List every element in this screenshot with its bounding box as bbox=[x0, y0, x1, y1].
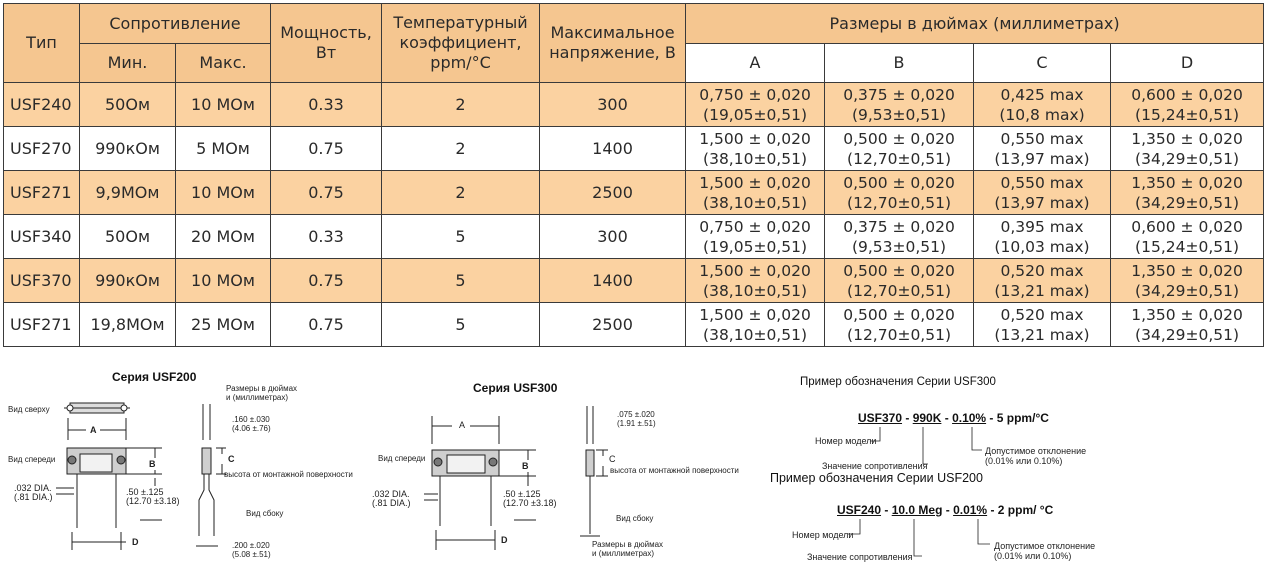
cell-dim-d-inches: 1,350 ± 0,020 bbox=[1131, 261, 1243, 280]
cell-dim-a-inches: 1,500 ± 0,020 bbox=[699, 261, 811, 280]
cell-dim-a bbox=[686, 171, 825, 215]
cell-type: USF271 bbox=[4, 171, 80, 215]
cell-dim-c-mm: (13,21 max) bbox=[994, 281, 1090, 300]
cell-dim-c-inches: 0,550 max bbox=[1000, 173, 1084, 192]
cell-voltage: 1400 bbox=[540, 259, 686, 303]
cell-dim-d-mm: (15,24±0,51) bbox=[1135, 105, 1240, 124]
example300-title: Пример обозначения Серии USF300 bbox=[800, 376, 996, 388]
header-dim-d: D bbox=[1111, 44, 1264, 83]
cell-dim-d bbox=[1111, 83, 1264, 127]
cell-temp-coefficient: 5 bbox=[382, 303, 540, 347]
cell-dim-b bbox=[825, 127, 974, 171]
cell-voltage: 300 bbox=[540, 83, 686, 127]
cell-min: 19,8МОм bbox=[80, 303, 176, 347]
cell-dim-c bbox=[974, 83, 1111, 127]
cell-dim-b bbox=[825, 259, 974, 303]
cell-dim-a-mm: (38,10±0,51) bbox=[703, 149, 807, 168]
cell-dim-b bbox=[825, 171, 974, 215]
cell-type: USF271 bbox=[4, 303, 80, 347]
cell-dim-b-mm: (12,70±0,51) bbox=[847, 325, 951, 344]
cell-dim-a-mm: (38,10±0,51) bbox=[703, 325, 807, 344]
cell-dim-c-mm: (10,8 max) bbox=[999, 105, 1085, 124]
cell-dim-a-mm: (38,10±0,51) bbox=[703, 281, 807, 300]
usf200-front-view-label: Вид спереди bbox=[8, 455, 56, 464]
example200-resistance-label: Значение сопротивления bbox=[807, 552, 913, 562]
cell-dim-b-inches: 0,500 ± 0,020 bbox=[843, 129, 955, 148]
cell-dim-c-inches: 0,520 max bbox=[1000, 261, 1084, 280]
usf200-mount-height: высота от монтажной поверхности bbox=[224, 470, 353, 479]
header-resistance: Сопротивление bbox=[80, 4, 271, 44]
cell-temp-coefficient: 2 bbox=[382, 171, 540, 215]
example300-tolerance-label: Допустимое отклонение (0.01% или 0.10%) bbox=[985, 446, 1087, 466]
cell-min: 9,9МОм bbox=[80, 171, 176, 215]
cell-dim-b-mm: (9,53±0,51) bbox=[851, 105, 947, 124]
cell-dim-d-mm: (15,24±0,51) bbox=[1135, 237, 1240, 256]
cell-dim-b-inches: 0,500 ± 0,020 bbox=[843, 305, 955, 324]
cell-min: 990кОм bbox=[80, 259, 176, 303]
usf200-drawing bbox=[0, 360, 380, 565]
cell-dim-a bbox=[686, 215, 825, 259]
usf200-dim-b: B bbox=[149, 459, 156, 469]
usf200-lead-in: .160 ±.030 (4.06 ±.76) bbox=[232, 415, 271, 433]
cell-dim-b-inches: 0,500 ± 0,020 bbox=[843, 261, 955, 280]
header-max: Макс. bbox=[176, 44, 271, 83]
header-dimensions: Размеры в дюймах (миллиметрах) bbox=[686, 4, 1264, 44]
cell-power: 0.75 bbox=[271, 303, 382, 347]
designation-leader-lines bbox=[760, 360, 1266, 565]
usf200-lead-dia: .032 DIA. (.81 DIA.) bbox=[14, 483, 53, 502]
usf300-outline bbox=[360, 360, 780, 565]
cell-dim-d-mm: (34,29±0,51) bbox=[1135, 325, 1240, 344]
cell-max: 10 МОм bbox=[176, 259, 271, 303]
cell-dim-d bbox=[1111, 127, 1264, 171]
cell-power: 0.33 bbox=[271, 83, 382, 127]
cell-dim-d-inches: 1,350 ± 0,020 bbox=[1131, 173, 1243, 192]
cell-voltage: 2500 bbox=[540, 171, 686, 215]
usf300-mount-height: высота от монтажной поверхности bbox=[610, 466, 739, 475]
cell-dim-c-mm: (13,21 max) bbox=[994, 325, 1090, 344]
usf300-dim-a: A bbox=[459, 420, 466, 430]
header-power: Мощность, Вт bbox=[271, 4, 382, 83]
cell-dim-c-mm: (13,97 max) bbox=[994, 193, 1090, 212]
cell-dim-b-inches: 0,375 ± 0,020 bbox=[843, 85, 955, 104]
table-row bbox=[4, 259, 1264, 303]
cell-max: 5 МОм bbox=[176, 127, 271, 171]
usf300-side-view-label: Вид сбоку bbox=[616, 514, 654, 523]
cell-max: 20 МОм bbox=[176, 215, 271, 259]
cell-dim-b-mm: (12,70±0,51) bbox=[847, 281, 951, 300]
cell-dim-b-inches: 0,500 ± 0,020 bbox=[843, 173, 955, 192]
cell-dim-a bbox=[686, 259, 825, 303]
cell-dim-d-inches: 0,600 ± 0,020 bbox=[1131, 217, 1243, 236]
cell-dim-b bbox=[825, 83, 974, 127]
header-dim-b: B bbox=[825, 44, 974, 83]
cell-max: 10 МОм bbox=[176, 171, 271, 215]
table-row bbox=[4, 83, 1264, 127]
cell-dim-d bbox=[1111, 215, 1264, 259]
cell-dim-a-mm: (38,10±0,51) bbox=[703, 193, 807, 212]
header-dim-a: A bbox=[686, 44, 825, 83]
cell-voltage: 2500 bbox=[540, 303, 686, 347]
specs-table bbox=[3, 3, 1264, 347]
usf300-front-view-label: Вид спереди bbox=[378, 454, 426, 463]
cell-power: 0.75 bbox=[271, 259, 382, 303]
cell-dim-a bbox=[686, 83, 825, 127]
cell-dim-d-inches: 1,350 ± 0,020 bbox=[1131, 129, 1243, 148]
usf300-lead-length: .50 ±.125 (12.70 ±3.18) bbox=[503, 489, 557, 508]
cell-dim-c-inches: 0,550 max bbox=[1000, 129, 1084, 148]
usf200-pitch: .200 ±.020 (5.08 ±.51) bbox=[232, 541, 271, 559]
cell-dim-c-inches: 0,395 max bbox=[1000, 217, 1084, 236]
header-type: Тип bbox=[4, 4, 80, 83]
cell-dim-a-inches: 0,750 ± 0,020 bbox=[699, 85, 811, 104]
cell-dim-a-mm: (19,05±0,51) bbox=[703, 237, 807, 256]
usf300-dim-d: D bbox=[501, 535, 508, 545]
example300-code: USF370 - 990K - 0.10% - 5 ppm/°C bbox=[858, 411, 1049, 425]
cell-dim-c bbox=[974, 215, 1111, 259]
cell-type: USF240 bbox=[4, 83, 80, 127]
cell-temp-coefficient: 2 bbox=[382, 127, 540, 171]
cell-dim-d bbox=[1111, 303, 1264, 347]
cell-type: USF370 bbox=[4, 259, 80, 303]
header-temp-coefficient: Температурный коэффициент, ppm/°C bbox=[382, 4, 540, 83]
usf300-drawing bbox=[360, 360, 780, 565]
cell-min: 50Ом bbox=[80, 83, 176, 127]
cell-dim-d-inches: 1,350 ± 0,020 bbox=[1131, 305, 1243, 324]
cell-dim-a-inches: 0,750 ± 0,020 bbox=[699, 217, 811, 236]
cell-max: 10 МОм bbox=[176, 83, 271, 127]
cell-type: USF270 bbox=[4, 127, 80, 171]
cell-dim-c bbox=[974, 127, 1111, 171]
usf200-dims-note: Размеры в дюймах и (миллиметрах) bbox=[226, 384, 298, 402]
usf200-title: Серия USF200 bbox=[112, 370, 197, 384]
cell-dim-a-inches: 1,500 ± 0,020 bbox=[699, 173, 811, 192]
cell-dim-c bbox=[974, 171, 1111, 215]
cell-min: 990кОм bbox=[80, 127, 176, 171]
cell-dim-b bbox=[825, 215, 974, 259]
cell-dim-d-mm: (34,29±0,51) bbox=[1135, 281, 1240, 300]
usf300-title: Серия USF300 bbox=[473, 381, 558, 395]
cell-dim-d bbox=[1111, 171, 1264, 215]
example200-title: Пример обозначения Серии USF200 bbox=[770, 471, 983, 485]
usf300-dim-c: C bbox=[609, 454, 616, 464]
cell-power: 0.75 bbox=[271, 171, 382, 215]
designation-examples bbox=[760, 360, 1266, 565]
cell-dim-a-inches: 1,500 ± 0,020 bbox=[699, 129, 811, 148]
usf200-top-view-label: Вид сверху bbox=[8, 405, 50, 414]
cell-dim-a bbox=[686, 127, 825, 171]
usf200-lead-length: .50 ±.125 (12.70 ±3.18) bbox=[126, 487, 180, 506]
cell-dim-c-inches: 0,425 max bbox=[1000, 85, 1084, 104]
header-max-voltage: Максимальное напряжение, В bbox=[540, 4, 686, 83]
usf300-dim-b: B bbox=[522, 461, 529, 471]
cell-dim-c bbox=[974, 259, 1111, 303]
usf200-outline bbox=[0, 360, 380, 565]
cell-temp-coefficient: 5 bbox=[382, 215, 540, 259]
cell-max: 25 МОм bbox=[176, 303, 271, 347]
cell-min: 50Ом bbox=[80, 215, 176, 259]
cell-temp-coefficient: 2 bbox=[382, 83, 540, 127]
usf200-dim-a: A bbox=[90, 425, 97, 435]
cell-voltage: 300 bbox=[540, 215, 686, 259]
usf300-lead-dia: .032 DIA. (.81 DIA.) bbox=[372, 489, 411, 508]
usf300-thickness: .075 ±.020 (1.91 ±.51) bbox=[617, 410, 656, 428]
cell-dim-b-inches: 0,375 ± 0,020 bbox=[843, 217, 955, 236]
cell-dim-d-mm: (34,29±0,51) bbox=[1135, 149, 1240, 168]
cell-dim-d-inches: 0,600 ± 0,020 bbox=[1131, 85, 1243, 104]
usf200-dim-c: C bbox=[228, 454, 235, 464]
cell-voltage: 1400 bbox=[540, 127, 686, 171]
cell-dim-c-mm: (10,03 max) bbox=[994, 237, 1090, 256]
usf300-dims-note: Размеры в дюймах и (миллиметрах) bbox=[592, 540, 664, 558]
table-row bbox=[4, 303, 1264, 347]
cell-dim-c bbox=[974, 303, 1111, 347]
cell-dim-d bbox=[1111, 259, 1264, 303]
cell-dim-c-inches: 0,520 max bbox=[1000, 305, 1084, 324]
cell-dim-b-mm: (12,70±0,51) bbox=[847, 149, 951, 168]
usf200-dim-d: D bbox=[132, 537, 139, 547]
cell-dim-a-inches: 1,500 ± 0,020 bbox=[699, 305, 811, 324]
cell-dim-b-mm: (12,70±0,51) bbox=[847, 193, 951, 212]
table-row bbox=[4, 215, 1264, 259]
example200-code: USF240 - 10.0 Meg - 0.01% - 2 ppm/ °C bbox=[837, 503, 1054, 517]
header-min: Мин. bbox=[80, 44, 176, 83]
cell-power: 0.33 bbox=[271, 215, 382, 259]
cell-power: 0.75 bbox=[271, 127, 382, 171]
cell-dim-b-mm: (9,53±0,51) bbox=[851, 237, 947, 256]
cell-temp-coefficient: 5 bbox=[382, 259, 540, 303]
example200-tolerance-label: Допустимое отклонение (0.01% или 0.10%) bbox=[994, 541, 1096, 561]
table-row bbox=[4, 171, 1264, 215]
cell-dim-a bbox=[686, 303, 825, 347]
cell-dim-b bbox=[825, 303, 974, 347]
example300-resistance-label: Значение сопротивления bbox=[822, 461, 928, 471]
example200-model-label: Номер модели bbox=[792, 530, 854, 540]
cell-dim-a-mm: (19,05±0,51) bbox=[703, 105, 807, 124]
table-row bbox=[4, 127, 1264, 171]
header-dim-c: C bbox=[974, 44, 1111, 83]
cell-type: USF340 bbox=[4, 215, 80, 259]
cell-dim-d-mm: (34,29±0,51) bbox=[1135, 193, 1240, 212]
usf200-side-view-label: Вид сбоку bbox=[246, 509, 284, 518]
example300-model-label: Номер модели bbox=[815, 436, 877, 446]
cell-dim-c-mm: (13,97 max) bbox=[994, 149, 1090, 168]
